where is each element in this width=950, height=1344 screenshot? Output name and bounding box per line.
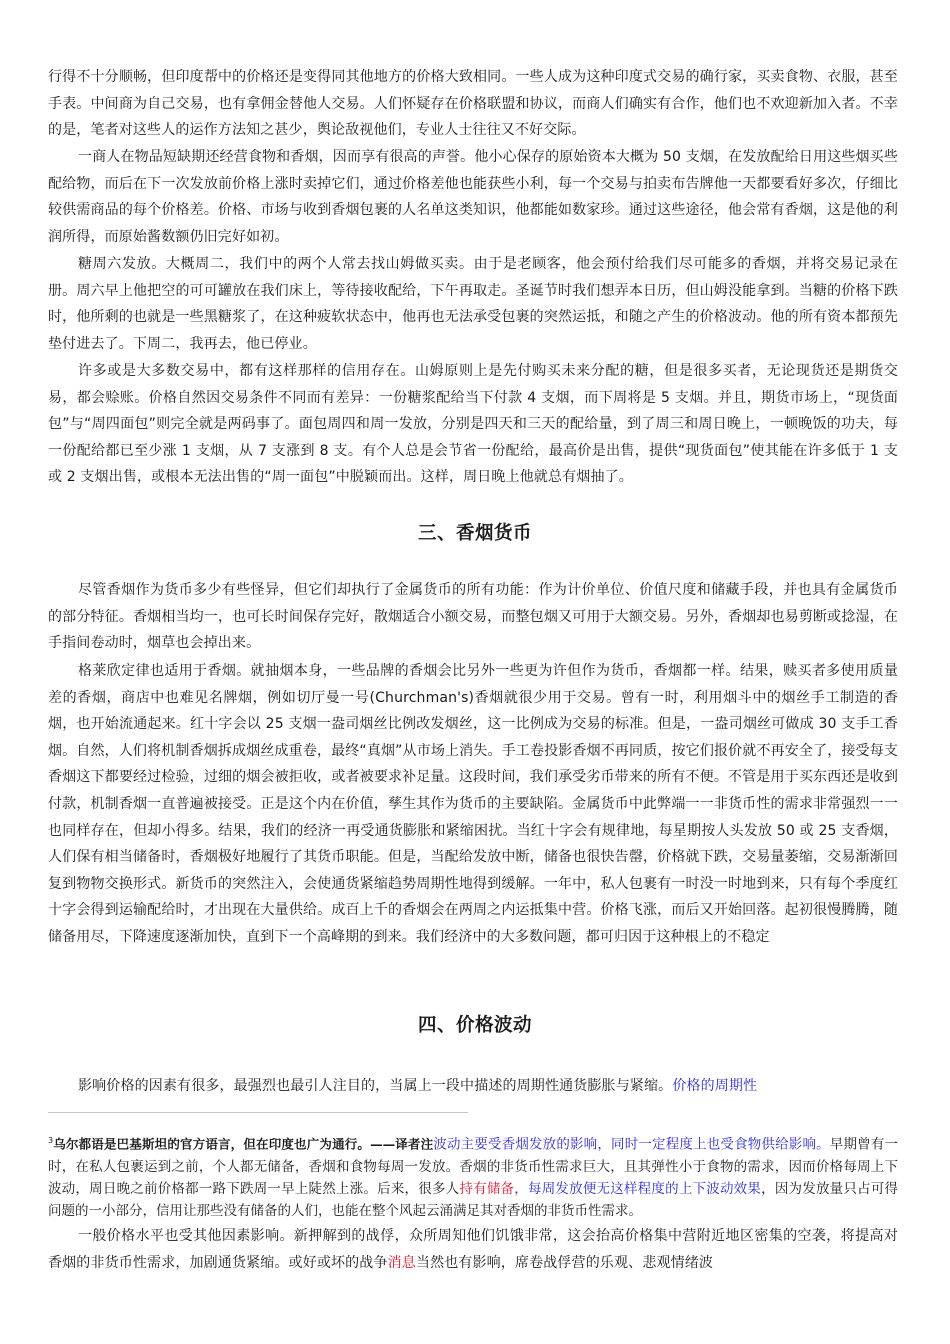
section-heading-price-fluctuation: 四、价格波动 <box>417 1015 532 1036</box>
footnote-highlight-text: 波动主要受香烟发放的影响，同时一定程度上也受食物供给影响。 <box>433 1136 830 1153</box>
body-paragraph: 行得不十分顺畅，但印度帮中的价格还是变得同其他地方的价格大致相同。一些人成为这种印度式交易的确行家，买卖食物、衣服，甚至手表。中间商为自己交易，也有拿佣金替他人交易。人们怀疑存在价格联盟和协议，而商人们确实有合作，他们也不欢迎新加入者。不幸的是，笔者对这些人的运作方法知之甚少，舆论敌视他们，专业人士往往又不好交际。 <box>48 69 898 139</box>
section-heading-cigarette-currency: 三、香烟货币 <box>417 523 532 544</box>
paragraph-text: 一般价格水平也受其他因素影响。新押解到的战俘，众所周知他们饥饿非常，这会抬高价格集中营附近地区密集的空袭，将提高对香烟的非货币性需求，加剧通货紧缩。或好或坏的战争 <box>48 1228 898 1271</box>
footnote-red-text: 持有储备 <box>459 1180 515 1197</box>
intro-text: 影响价格的因素有很多，最强烈也最引人注目的，当属上一段中描述的周期性通货膨胀与紧缩。 <box>78 1078 673 1094</box>
footnote-text: 早期曾有一时，在私人包裹运到之前，个人都无储备，香烟和食物每周一发放。香烟的非货币性需求巨大，且其弹性小于食物的需求，因而价格每周上下波动，周日晚之前价格都一路下跌周一早上陡然上涨。后来，很多人 <box>48 1136 898 1197</box>
footnote-paragraph <box>48 1130 898 1222</box>
body-paragraph: 一商人在物品短缺期还经营食物和香烟，因而享有很高的声誉。他小心保存的原始资本大概为 50 支烟，在发放配给日用这些烟买些配给物，而后在下一次发放前价格上涨时卖掉它们，通过价格差他也能获些小利，每一个交易与拍卖布告牌他一天都要看好多次，仔细比较供需商品的每个价格差。价格、市场与收到香烟包裹的人名单这类知识，他都能如数家珍。通过这些途径，他会常有香烟，这是他的利润所得，而原始酱数额仍旧完好如初。 <box>48 149 898 245</box>
footnote-text: ，因为发放量只占可得问题的一小部分，信用让那些没有储备的人们，也能在整个风起云涌满足其对香烟的非货币性需求。 <box>48 1180 899 1220</box>
footnote-divider <box>48 1112 468 1113</box>
footnote-note: 乌尔都语是巴基斯坦的官方语言，但在印度也广为通行。——译者注 <box>53 1136 434 1152</box>
body-paragraph: 许多或是大多数交易中，都有这样那样的信用存在。山姆原则上是先付购买未来分配的糖，但是很多买者，无论现货还是期货交易，都会赊账。价格自然因交易条件不同而有差异：一份糖浆配给当下付款 4 支烟，而下周将是 5 支烟。并且，期货市场上，“现货面包”与“周四面包”则完全就是两码事了。面包周四和周一发放，分别是四天和三天的配给量，到了周三和周日晚上，一顿晚饭的功夫，每一份配给都已至少涨 1 支烟，从 7 支涨到 8 支。有个人总是会节省一份配给，最高价是出售，提供“现货面包”使其能在许多低于 1 支或 2 支烟出售，或根本无法出售的“周一面包”中脱颖而出。这样，周日晚上他就总有烟抽了。 <box>48 363 898 486</box>
paragraph-red-text: 消息 <box>387 1254 416 1271</box>
intro-highlight-text: 价格的周期性 <box>672 1078 758 1094</box>
section-intro-paragraph <box>48 1073 898 1100</box>
body-paragraph <box>48 1223 898 1276</box>
body-paragraph: 尽管香烟作为货币多少有些怪异，但它们却执行了金属货币的所有功能：作为计价单位、价值尺度和储藏手段，并也具有金属货币的部分特征。香烟相当均一，也可长时间保存完好，散烟适合小额交易，而整包烟又可用于大额交易。另外，香烟却也易剪断或捻湿，在手指间卷动时，烟草也会掉出来。 <box>48 582 898 652</box>
body-paragraph: 格莱欣定律也适用于香烟。就抽烟本身，一些品牌的香烟会比另外一些更为许但作为货币，香烟都一样。结果，赎买者多使用质量差的香烟，商店中也难见名牌烟，例如切厅曼一号(Churchman's)香烟就很少用于交易。曾有一时，利用烟斗中的烟丝手工制造的香烟，也开始流通起来。红十字会以 25 支烟一盎司烟丝比例改发烟丝，这一比例成为交易的标准。但是，一盎司烟丝可做成 30 支手工香烟。自然，人们将机制香烟拆成烟丝成重卷，最终“真烟”从市场上消失。手工卷投影香烟不再同质，按它们报价就不再安全了，接受每支香烟这下都要经过检验，过细的烟会被拒收，或者被要求补足量。这段时间，我们承受劣币带来的所有不便。不管是用于买东西还是收到付款，机制香烟一直普遍被接受。正是这个内在价值，孳生其作为货币的主要缺陷。金属货币中此弊端一一非货币性的需求非常强烈一一也同样存在，但却小得多。结果，我们的经济一再受通货膨胀和紧缩困扰。当红十字会有规律地，每星期按人头发放 50 或 25 支香烟，人们保有相当储备时，香烟极好地履行了其货币职能。但是，当配给发放中断，储备也很快告罄，价格就下跌，交易量萎缩，交易渐渐回复到物物交换形式。新货币的突然注入，会使通货紧缩趋势周期性地得到缓解。一年中，私人包裹有一时没一时地到来，只有每个季度红十字会得到运输配给时，才出现在大量供给。成百上千的香烟会在两周之内运抵集中营。价格飞涨，而后又开始回落。起初很慢腾腾，随储备用尽，下降速度逐渐加快，直到下一个高峰期的到来。我们经济中的大多数问题，都可归因于这种根上的不稳定 <box>48 663 898 945</box>
footnote-mark: 3 <box>48 1136 54 1145</box>
paragraph-text: 当然也有影响，席卷战俘营的乐观、悲观情绪波 <box>415 1254 714 1271</box>
body-paragraph: 糖周六发放。大概周二，我们中的两个人常去找山姆做买卖。由于是老顾客，他会预付给我们尽可能多的香烟，并将交易记录在册。周六早上他把空的可可罐放在我们床上，等待接收配给，下午再取走。圣诞节时我们想弄本日历，但山姆没能拿到。当糖的价格下跌时，他所剩的也就是一些黑糖浆了，在这种疲软状态中，他再也无法承受包裹的突然运抵，和随之产生的价格波动。他的所有资本都预先垫付进去了。下周二，我再去，他已停业。 <box>48 256 898 352</box>
footnote-highlight-text: ，每周发放便无这样程度的上下波动效果 <box>514 1180 762 1197</box>
